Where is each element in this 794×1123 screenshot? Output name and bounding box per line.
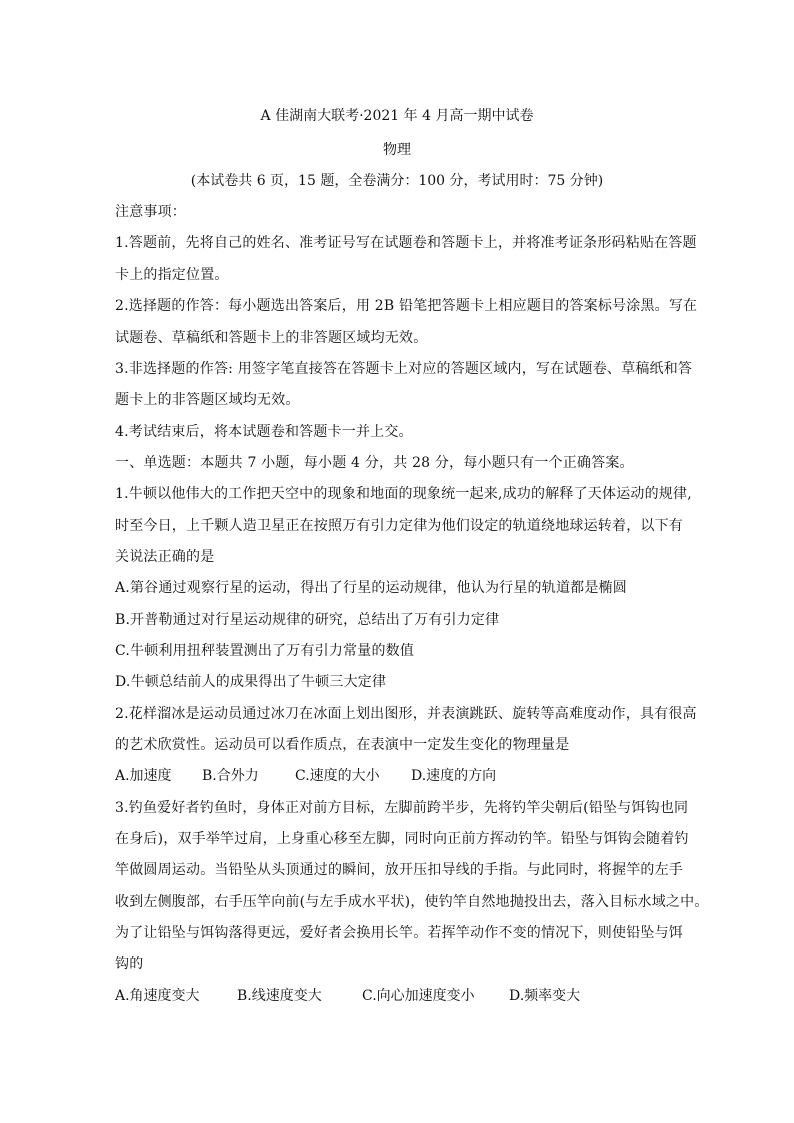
question-1-text: 时至今日，上千颗人造卫星正在按照万有引力定律为他们设定的轨道绕地球运转着，以下有 (115, 518, 683, 534)
question-3-text: 3.钓鱼爱好者钓鱼时，身体正对前方目标，左脚前跨半步，先将钓竿尖朝后(铅坠与饵钩也同 (115, 800, 689, 816)
question-2-option-b: B.合外力 (202, 768, 259, 784)
notice-line: 4.考试结束后，将本试题卷和答题卡一并上交。 (115, 424, 413, 440)
question-3-option-d: D.频率变大 (509, 988, 581, 1004)
section-heading: 一、单选题：本题共 7 小题，每小题 4 分，共 28 分，每小题只有一个正确答案。 (115, 455, 634, 471)
notice-line: 试题卷、草稿纸和答题卡上的非答题区域均无效。 (115, 330, 428, 346)
question-1-option-a: A.第谷通过观察行星的运动，得出了行星的运动规律，他认为行星的轨道都是椭圆 (115, 580, 627, 596)
notice-line: 题卡上的非答题区域均无效。 (115, 392, 300, 408)
subject-title: 物理 (383, 142, 411, 158)
notice-line: 3.非选择题的作答: 用签字笔直接答在答题卡上对应的答题区域内，写在试题卷、草稿纸和答 (115, 361, 693, 377)
question-3-option-a: A.角速度变大 (115, 988, 200, 1004)
question-1-text: 1.牛顿以他伟大的工作把天空中的现象和地面的现象统一起来,成功的解释了天体运动的规律, (115, 486, 692, 502)
question-1-text: 关说法正确的是 (115, 549, 215, 565)
question-3-text: 竿做圆周运动。当铅坠从头顶通过的瞬间，放开压扣导线的手指。与此同时，将握竿的左手 (115, 862, 683, 878)
exam-info: (本试卷共 6 页，15 题，全卷满分：100 分，考试用时：75 分钟) (190, 173, 604, 189)
question-1-option-c: C.牛顿利用扭秤装置测出了万有引力常量的数值 (115, 643, 415, 659)
question-3-text: 为了让铅坠与饵钩落得更远，爱好者会换用长竿。若挥竿动作不变的情况下，则使铅坠与饵 (115, 925, 683, 941)
question-2-text: 的艺术欣赏性。运动员可以看作质点，在表演中一定发生变化的物理量是 (115, 737, 570, 753)
question-2-option-d: D.速度的方向 (411, 768, 497, 784)
question-1-option-b: B.开普勒通过对行星运动规律的研究，总结出了万有引力定律 (115, 612, 500, 628)
question-3-option-c: C.向心加速度变小 (362, 988, 475, 1004)
question-3-text: 钩的 (115, 956, 144, 972)
notice-line: 1.答题前，先将自己的姓名、准考证号写在试题卷和答题卡上，并将准考证条形码粘贴在答题 (115, 235, 697, 251)
notice-line: 卡上的指定位置。 (115, 267, 229, 283)
question-2-text: 2.花样溜冰是运动员通过冰刀在冰面上划出图形，并表演跳跃、旋转等高难度动作，具有很高 (115, 706, 697, 722)
question-3-text: 收到左侧腹部，右手压竿向前(与左手成水平状)，使钓竿自然地抛投出去，落入目标水域之中。 (115, 894, 709, 910)
question-3-text: 在身后)，双手举竿过肩，上身重心移至左脚，同时向正前方挥动钓竿。铅坠与饵钩会随着钓 (115, 831, 689, 847)
question-1-option-d: D.牛顿总结前人的成果得出了牛顿三大定律 (115, 674, 387, 690)
notice-line: 2.选择题的作答：每小题选出答案后，用 2B 铅笔把答题卡上相应题目的答案标号涂黑。写在 (115, 298, 698, 314)
question-2-option-a: A.加速度 (115, 768, 172, 784)
question-2-option-c: C.速度的大小 (295, 768, 380, 784)
notice-heading: 注意事项： (115, 204, 186, 220)
question-3-option-b: B.线速度变大 (237, 988, 322, 1004)
exam-title: A 佳湖南大联考·2021 年 4 月高一期中试卷 (260, 108, 534, 124)
